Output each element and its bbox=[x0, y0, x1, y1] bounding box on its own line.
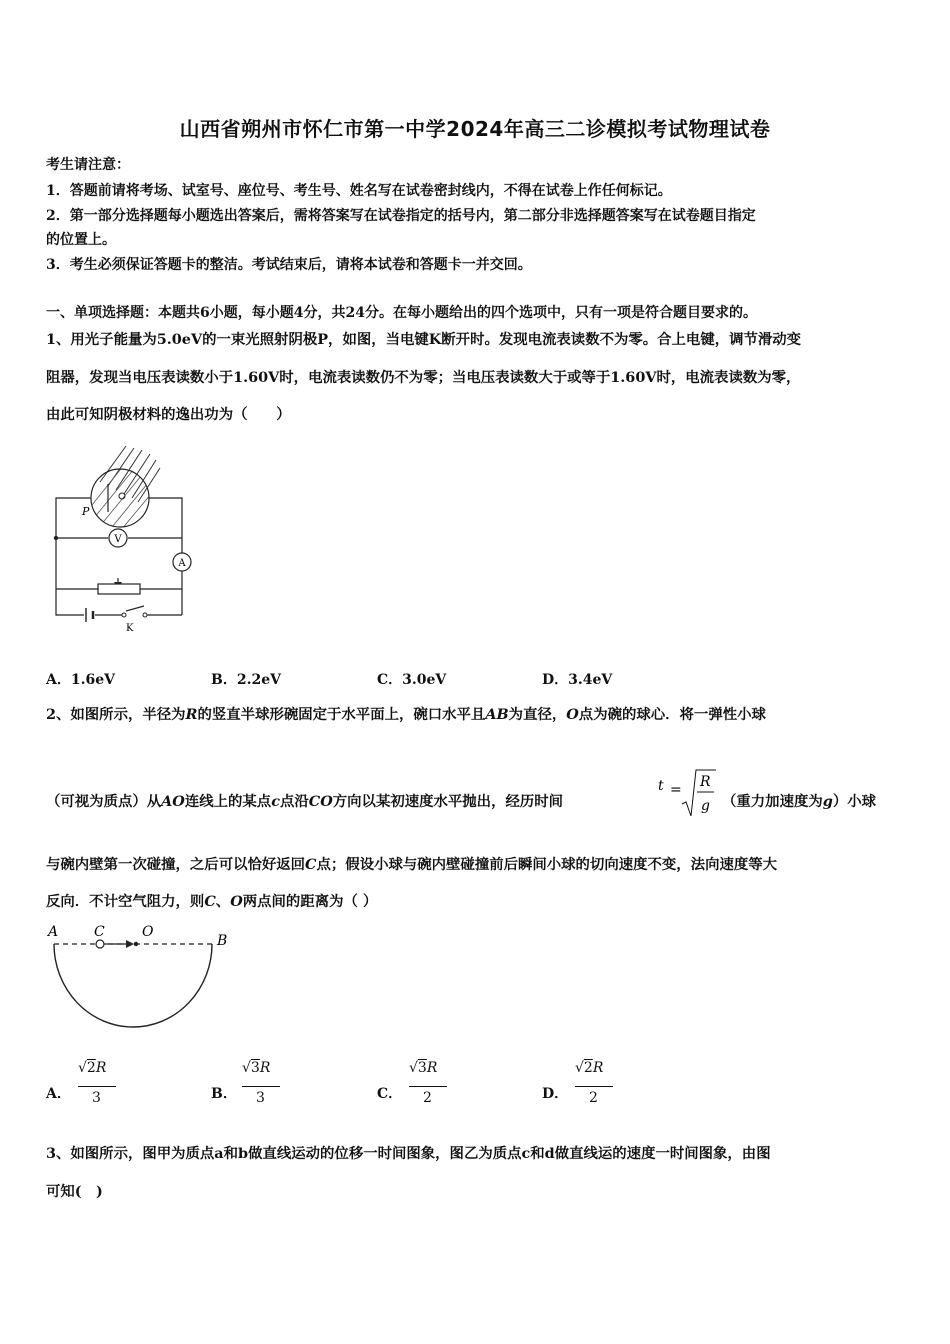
point-c-label: C bbox=[94, 924, 105, 940]
q2-option-a[interactable]: A． bbox=[46, 1086, 71, 1102]
q2-text-line4: 反向．不计空气阻力，则C、O两点间的距离为（ ） bbox=[46, 893, 378, 910]
notice-item: 1．答题前请将考场、试室号、座位号、考生号、姓名写在试卷密封线内，不得在试卷上作任何标记。 bbox=[46, 183, 672, 199]
cathode-label: P bbox=[82, 505, 90, 518]
voltmeter-label: V bbox=[114, 534, 122, 545]
velocity-arrow bbox=[126, 940, 134, 948]
q1-option-c[interactable]: C．3.0eV bbox=[377, 672, 447, 688]
formula-r: R bbox=[700, 774, 711, 790]
q1-text: 由此可知阴极材料的逸出功为（ ） bbox=[46, 406, 291, 423]
photoelectric-circuit-figure bbox=[48, 440, 198, 635]
notice-item: 的位置上。 bbox=[46, 232, 116, 248]
section-heading: 一、单项选择题：本题共6小题，每小题4分，共24分。在每小题给出的四个选项中，只有一项是符合题目要求的。 bbox=[46, 305, 757, 321]
formula-g: g bbox=[701, 798, 710, 814]
notice-item: 2．第一部分选择题每小题选出答案后，需将答案写在试卷指定的括号内，第二部分非选择题答案写在试卷题目指定 bbox=[46, 208, 756, 224]
ammeter-label: A bbox=[178, 558, 186, 569]
q2-text-line2: （可视为质点）从AO连线上的某点c点沿CO方向以某初速度水平抛出，经历时间 bbox=[46, 793, 564, 810]
switch-label: K bbox=[126, 623, 134, 634]
q3-text: 3、如图所示，图甲为质点a和b做直线运动的位移一时间图象，图乙为质点c和d做直线运的速度一时间图象，由图 bbox=[46, 1145, 771, 1162]
q3-text: 可知( ) bbox=[46, 1183, 103, 1200]
q2-option-d[interactable]: D． bbox=[542, 1086, 569, 1102]
q1-option-d[interactable]: D．3.4eV bbox=[542, 672, 613, 688]
q2-text-line3: 与碗内壁第一次碰撞，之后可以恰好返回C点；假设小球与碗内壁碰撞前后瞬间小球的切向速度不变，法向速度等大 bbox=[46, 856, 778, 873]
q1-text: 1、用光子能量为5.0eV的一束光照射阴极P，如图，当电键K断开时。发现电流表读数不为零。合上电键，调节滑动变 bbox=[46, 331, 802, 348]
formula-equals: = bbox=[670, 782, 682, 798]
formula-t: t bbox=[658, 778, 664, 794]
ball bbox=[96, 940, 104, 948]
point-b-label: B bbox=[217, 933, 228, 949]
point-a-label: A bbox=[48, 924, 59, 940]
q1-option-a[interactable]: A．1.6eV bbox=[46, 672, 115, 688]
q2-option-c[interactable]: C． bbox=[377, 1086, 403, 1102]
q1-text: 阻器，发现当电压表读数小于1.60V时，电流表读数仍不为零；当电压表读数大于或等于1.60V时，电流表读数为零， bbox=[46, 369, 801, 386]
page-title: 山西省朔州市怀仁市第一中学2024年高三二诊模拟考试物理试卷 bbox=[179, 117, 771, 141]
bowl-arc bbox=[54, 944, 212, 1027]
q2-option-b[interactable]: B． bbox=[211, 1086, 237, 1102]
notice-item: 3．考生必须保证答题卡的整洁。考试结束后，请将本试卷和答题卡一并交回。 bbox=[46, 257, 532, 273]
hemisphere-bowl-figure bbox=[42, 922, 242, 1034]
rheostat bbox=[98, 584, 140, 594]
time-formula bbox=[656, 760, 718, 822]
q2-text-line1: 2、如图所示，半径为R的竖直半球形碗固定于水平面上，碗口水平且AB为直径，O点为碗的球心．将一弹性小球 bbox=[46, 706, 766, 723]
notice-heading: 考生请注意： bbox=[46, 157, 130, 173]
point-o-label: O bbox=[142, 924, 154, 940]
q2-text-line2-tail: （重力加速度为g）小球 bbox=[722, 793, 876, 810]
q1-option-b[interactable]: B．2.2eV bbox=[211, 672, 281, 688]
